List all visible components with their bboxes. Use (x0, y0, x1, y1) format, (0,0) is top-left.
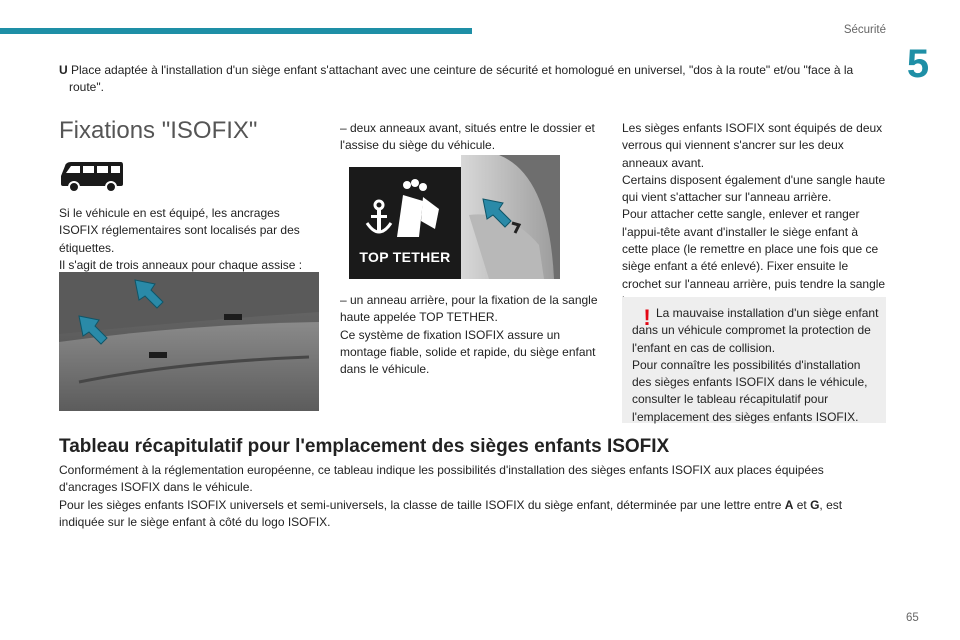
top-strap-desc: Certains disposent également d'une sangle haute qui vient s'attacher sur l'anneau arrière. (622, 172, 886, 205)
isofix-intro-p1: Si le véhicule en est équipé, les ancrages ISOFIX réglementaires sont localisés par des étiquettes. (59, 206, 300, 255)
seat-anchors-photo (59, 272, 319, 411)
size-class-letter-a: A (784, 497, 794, 512)
rear-anchor-text (340, 292, 608, 378)
summary-table-intro (59, 462, 879, 531)
front-anchors-text (340, 120, 608, 155)
warning-text (632, 305, 880, 426)
header-accent-bar (0, 28, 472, 34)
anchor-seat-icon (349, 167, 461, 247)
isofix-seat-details (622, 120, 886, 310)
u-note-letter: U (59, 63, 68, 77)
van-icon (59, 158, 125, 194)
isofix-heading: Fixations "ISOFIX" (59, 117, 258, 144)
size-class-text-b: et (793, 497, 811, 512)
size-class-text-a: Pour les sièges enfants ISOFIX universels et semi-universels, la classe de taille ISOFIX du siège enfant, déterminée par une lettre entre (59, 497, 785, 512)
strap-instructions: Pour attacher cette sangle, enlever et ranger l'appui-tête avant d'installer le siège enfant à cette place (le remettre en place une fois que ce siège enfant a été enlevé). Fixer ensuite le crochet sur l'anneau arrière, puis tendre la sangle (622, 207, 886, 291)
front-anchors-desc: – deux anneaux avant, situés entre le dossier et l'assise du siège du véhicule. (340, 121, 595, 153)
summary-intro-p2 (59, 497, 879, 532)
page-number: 65 (906, 612, 919, 624)
seat-locks-desc: Les sièges enfants ISOFIX sont équipés de deux verrous qui viennent s'ancrer sur les deux anneaux avant. (622, 121, 883, 170)
section-title: Sécurité (843, 24, 886, 36)
rear-anchor-desc: – un anneau arrière, pour la fixation de la sangle haute appelée TOP TETHER. (340, 293, 598, 325)
summary-table-heading: Tableau récapitulatif pour l'emplacement des sièges enfants ISOFIX (59, 436, 670, 457)
warning-box (622, 297, 886, 423)
top-tether-caption: TOP TETHER (359, 249, 451, 265)
warning-p1: La mauvaise installation d'un siège enfant dans un véhicule compromet la protection de l'enfant en cas de collision. (632, 306, 879, 355)
isofix-intro-p2: Il s'agit de trois anneaux pour chaque assise : (59, 257, 303, 272)
chapter-number: 5 (906, 42, 930, 86)
u-note (59, 62, 881, 97)
top-tether-logo (349, 167, 461, 279)
exclamation-icon: ! (643, 305, 651, 330)
size-class-text-c: , est indiquée sur le siège enfant à côté du logo ISOFIX. (59, 497, 843, 529)
size-class-letter-g: G (810, 497, 820, 512)
isofix-benefit: Ce système de fixation ISOFIX assure un montage fiable, solide et rapide, du siège enfant dans le véhicule. (340, 327, 596, 377)
warning-p2: Pour connaître les possibilités d'installation des sièges enfants ISOFIX dans le véhicule, consulter le tableau récapitulatif pour l'emplacement des sièges enfants ISOFIX. (632, 357, 868, 424)
u-note-text: Place adaptée à l'installation d'un siège enfant s'attachant avec une ceinture de sécurité et homologué en universel, "dos à la route" et/ou "face à la route". (67, 63, 854, 95)
isofix-intro (59, 205, 317, 274)
summary-intro-p1: Conformément à la réglementation européenne, ce tableau indique les possibilités d'installation des sièges enfants ISOFIX aux places équipées d'ancrages ISOFIX dans le véhicule. (59, 463, 824, 495)
